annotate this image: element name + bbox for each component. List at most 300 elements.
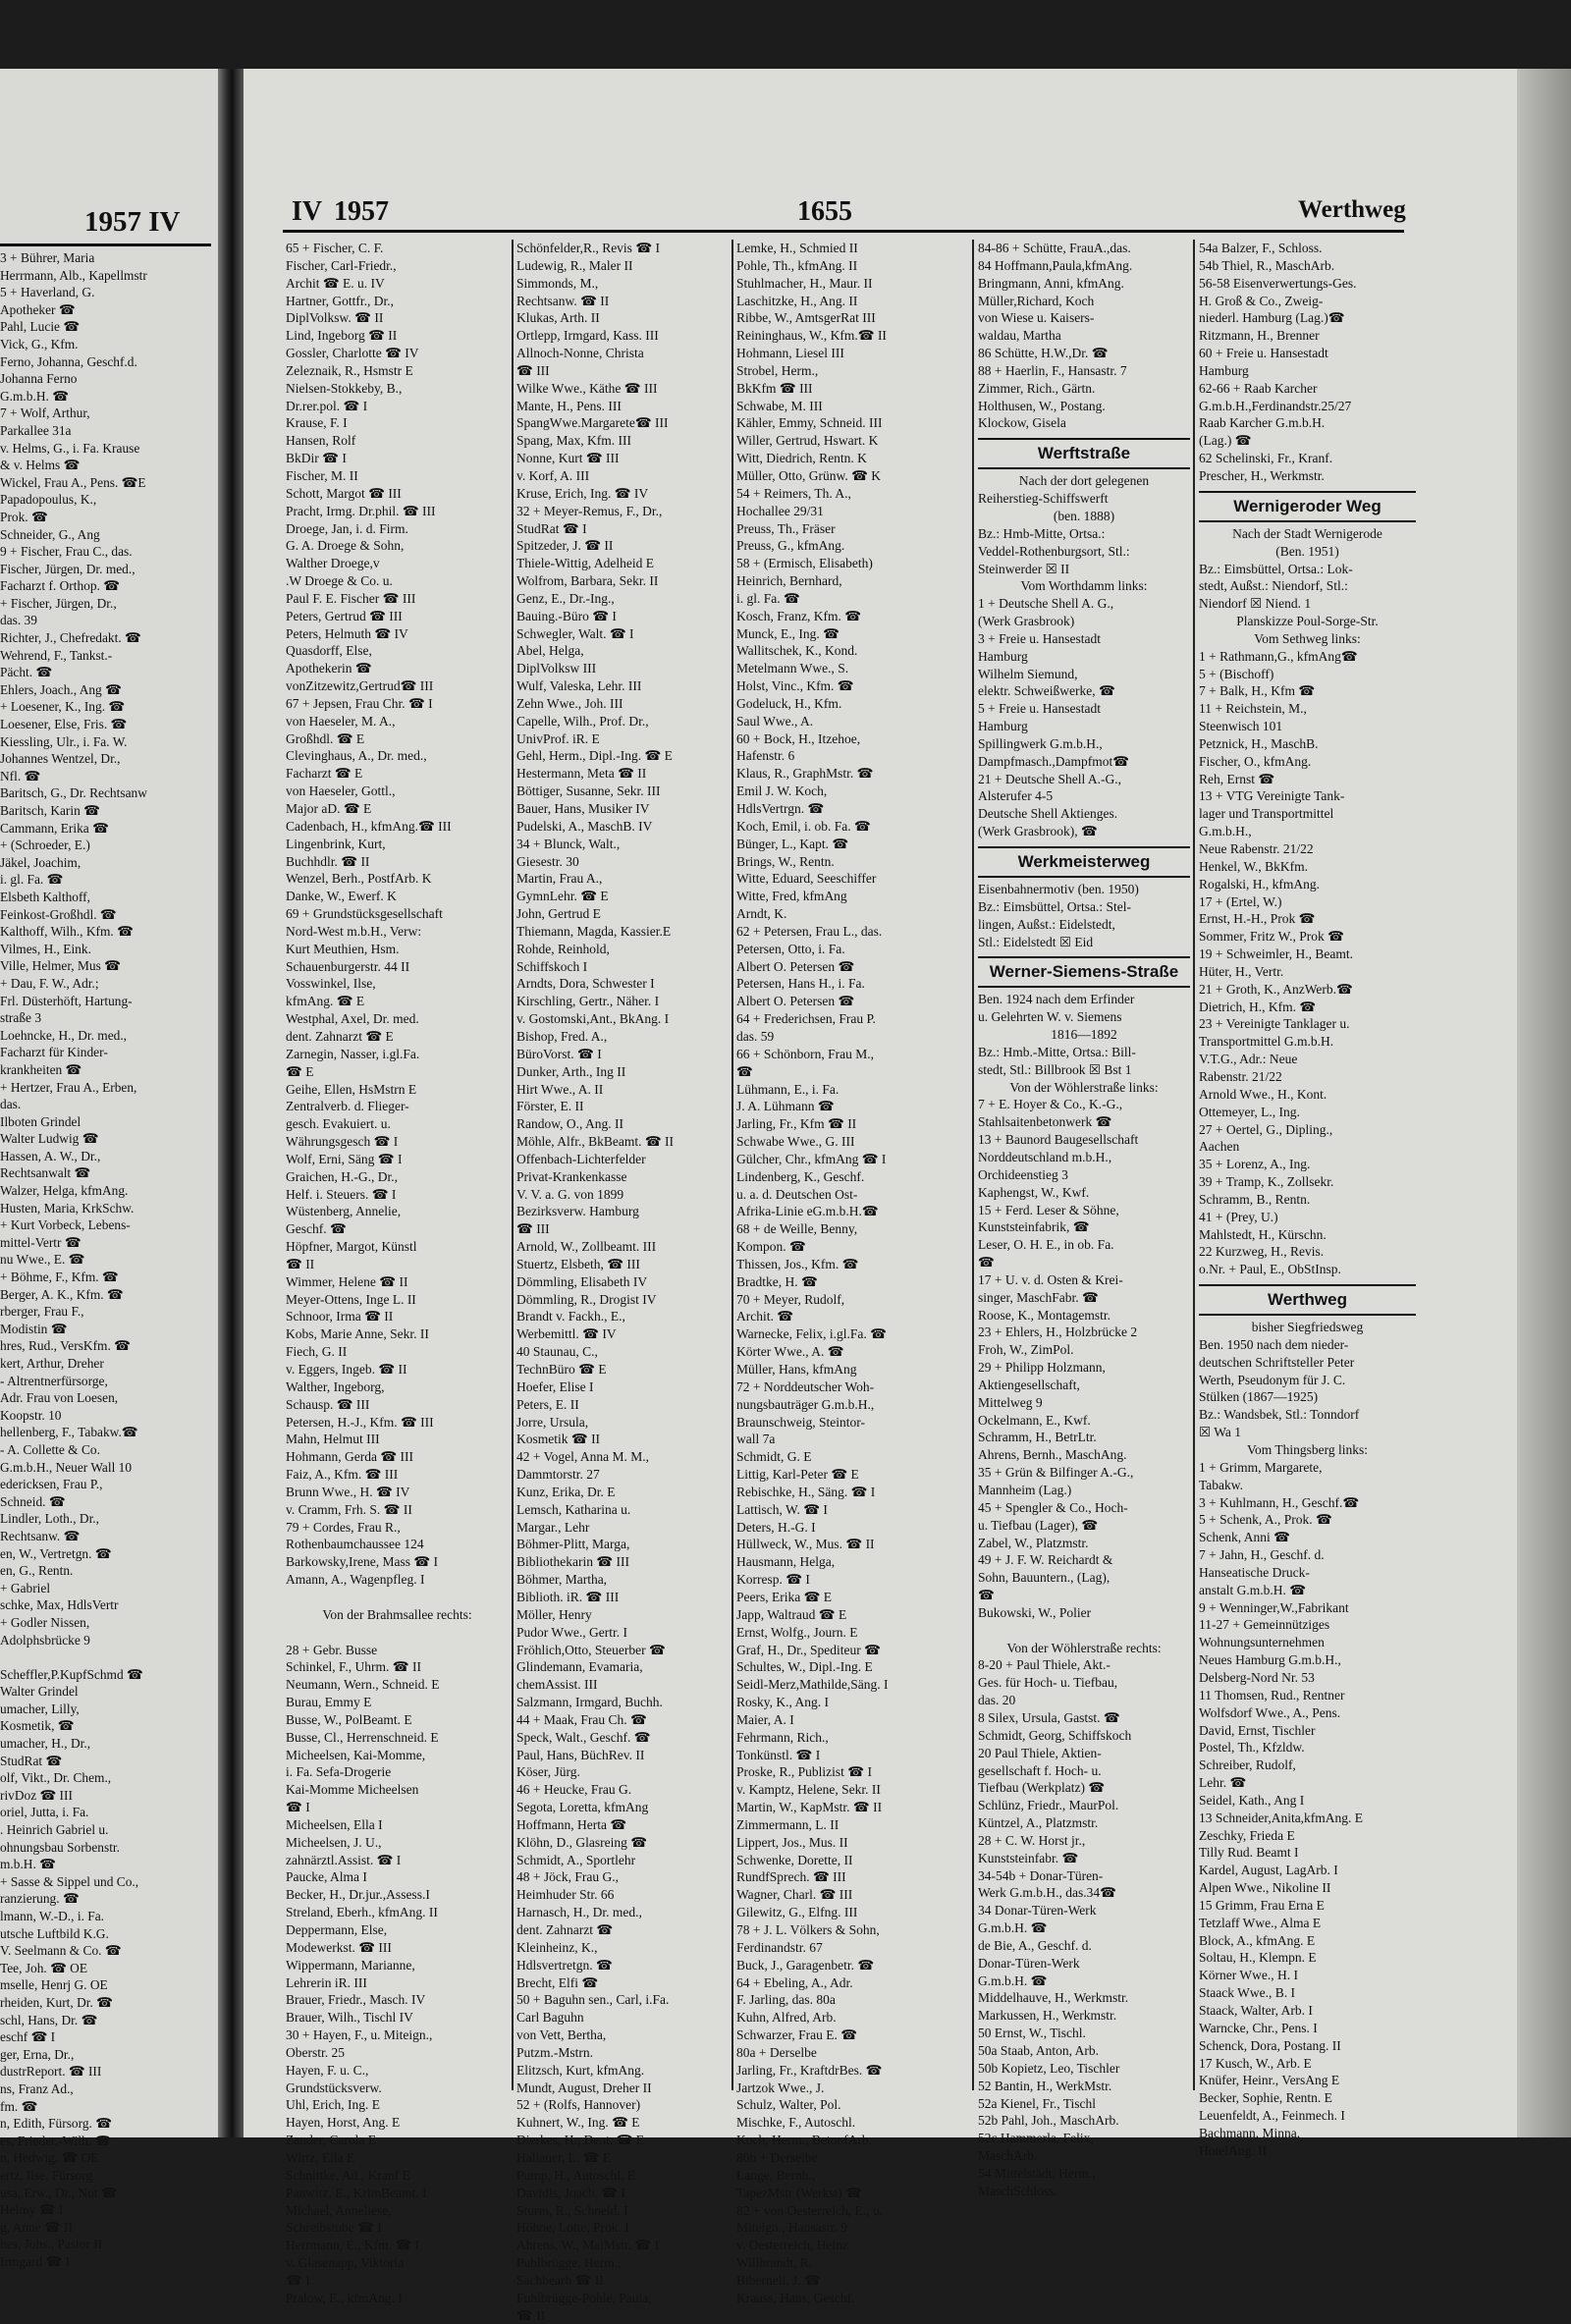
directory-entry-line: BkKfm ☎ III (736, 380, 813, 396)
directory-entry-line: bisher Siegfriedsweg (1251, 1320, 1364, 1335)
directory-entry-line: Vom Worthdamm links: (1020, 578, 1148, 594)
directory-entry-line: 58 + (Ermisch, Elisabeth) (736, 556, 873, 571)
directory-entry-line: Reh, Ernst ☎ (1199, 771, 1275, 786)
directory-entry-line: Kobs, Marie Anne, Sekr. II (286, 1326, 429, 1342)
directory-entry-line: 8-20 + Paul Thiele, Akt.- (978, 1657, 1111, 1673)
directory-entry-line: Lingenbrink, Kurt, (286, 836, 386, 851)
directory-entry-line: MaschArb. (978, 2148, 1038, 2164)
left-entry-line: lmann, W.-D., i. Fa. (0, 1909, 105, 1923)
directory-entry-line: Ockelmann, E., Kwf. (978, 1412, 1091, 1428)
directory-entry-line: 23 + Vereinigte Tanklager u. (1199, 1016, 1350, 1032)
directory-entry-line: Quasdorff, Else, (286, 643, 372, 659)
left-entry-line: umacher, H., Dr., (0, 1736, 91, 1752)
directory-entry-line: Zimmermann, L. II (736, 1816, 840, 1832)
directory-entry-line: Graf, H., Dr., Spediteur ☎ (736, 1642, 881, 1657)
directory-entry-line: Müller,Richard, Koch (978, 293, 1095, 308)
directory-entry-line: Leuenfeldt, A., Feinmech. I (1199, 2108, 1345, 2124)
left-entry-line: Walzer, Helga, kfmAng. (0, 1183, 129, 1199)
directory-entry-line: Lippert, Jos., Mus. II (736, 1834, 848, 1850)
directory-entry-line: Wulf, Valeska, Lehr. III (516, 678, 642, 694)
directory-entry-line: TechnBüro ☎ E (516, 1362, 607, 1377)
directory-entry-line: Speck, Walt., Geschf. ☎ (516, 1729, 651, 1745)
directory-entry-line: ☎ (736, 1063, 753, 1079)
left-entry-line: straße 3 (0, 1010, 42, 1026)
left-entry-line: mselle, Henrj G. OE (0, 1977, 108, 1993)
directory-entry-line: Schwabe Wwe., G. III (736, 1134, 855, 1150)
directory-entry-line: 52a Kienel, Fr., Tischl (978, 2095, 1097, 2111)
directory-entry-line: Petersen, H.-J., Kfm. ☎ III (286, 1414, 434, 1430)
directory-entry-line: Delsberg-Nord Nr. 53 (1199, 1669, 1315, 1685)
directory-entry-line: Thiele-Wittig, Adelheid E (516, 556, 655, 571)
directory-entry-line: 54a Balzer, F., Schloss. (1199, 241, 1323, 255)
directory-entry-line: Bachmann, Minna, (1199, 2125, 1301, 2140)
directory-entry-line: Schenck, Dora, Postang. II (1199, 2037, 1341, 2053)
directory-entry-line: Danke, W., Ewerf. K (286, 889, 397, 904)
directory-entry-line: Reiherstieg-Schiffswerft (978, 491, 1109, 507)
directory-entry-line: Ernst, H.-H., Prok ☎ (1199, 911, 1316, 927)
directory-entry-line: Westphal, Axel, Dr. med. (286, 1011, 419, 1027)
directory-entry-line: 42 + Vogel, Anna M. M., (516, 1449, 649, 1465)
directory-entry-line: Vom Sethweg links: (1254, 630, 1361, 646)
directory-entry-line: Schnoor, Irma ☎ II (286, 1309, 394, 1324)
left-entry-line: ohnungsbau Sorbenstr. (0, 1839, 120, 1855)
directory-entry-line: 62 + Petersen, Frau L., das. (736, 923, 883, 939)
directory-entry-line: Brecht, Elfi ☎ (516, 1974, 599, 1990)
directory-entry-line: Möller, Henry (516, 1606, 592, 1622)
directory-entry-line: Eisenbahnermotiv (ben. 1950) (978, 882, 1139, 896)
directory-entry-line: Lemke, H., Schmied II (736, 241, 858, 255)
directory-entry-line: Clevinghaus, A., Dr. med., (286, 748, 427, 764)
directory-entry-line: Ottemeyer, L., Ing. (1199, 1104, 1300, 1119)
directory-entry-line: DiplVolksw. ☎ II (286, 310, 384, 326)
directory-entry-line: Hestermann, Meta ☎ II (516, 766, 647, 782)
directory-entry-line: Wolfsdorf Wwe., A., Pens. (1199, 1704, 1341, 1720)
directory-entry-line: Carl Baguhn (516, 2010, 584, 2026)
directory-entry-line: Paul F. E. Fischer ☎ III (286, 590, 416, 606)
directory-entry-line: Wolfrom, Barbara, Sekr. II (516, 573, 659, 589)
directory-entry-line: Schultes, W., Dipl.-Ing. E (736, 1659, 873, 1675)
directory-entry-line: 1 + Rathmann,G., kfmAng☎ (1199, 648, 1358, 664)
directory-entry-line: Alsterufer 4-5 (978, 788, 1054, 804)
directory-entry-line: Schramm, B., Rentn. (1199, 1191, 1311, 1207)
directory-entry-line: HotelAng. II (1199, 2142, 1267, 2158)
directory-entry-line: Fröhlich,Otto, Steuerber ☎ (516, 1642, 666, 1657)
left-entry-line: Adr. Frau von Loesen, (0, 1390, 119, 1406)
directory-entry-line: 46 + Heucke, Frau G. (516, 1782, 632, 1798)
directory-entry-line: Hamburg (1199, 362, 1249, 378)
directory-entry-line: 11 + Reichstein, M., (1199, 701, 1307, 717)
directory-entry-line: Willer, Gertrud, Hswart. K (736, 433, 879, 449)
directory-entry-line: Zentralverb. d. Flieger- (286, 1099, 409, 1114)
directory-entry-line: Orchideenstieg 3 (978, 1166, 1068, 1182)
directory-entry-line: Ges. für Hoch- u. Tiefbau, (978, 1675, 1118, 1691)
directory-entry-line: BüroVorst. ☎ I (516, 1046, 602, 1061)
directory-entry-line: Bauer, Hans, Musiker IV (516, 801, 650, 816)
left-entry-line: Johanna Ferno (0, 371, 78, 387)
directory-entry-line: deutschen Schriftsteller Peter (1199, 1354, 1355, 1370)
street-heading: Werkmeisterweg (978, 846, 1190, 878)
directory-entry-line: Raab Karcher G.m.b.H. (1199, 415, 1326, 431)
directory-entry-line: Walther Droege,v (286, 556, 380, 571)
directory-entry-line: 50 Ernst, W., Tischl. (978, 2026, 1086, 2041)
directory-entry-line: 64 + Ebeling, A., Adr. (736, 1974, 853, 1990)
left-entry-line: Frl. Düsterhöft, Hartung- (0, 993, 133, 1008)
directory-entry-line: Neue Rabenstr. 21/22 (1199, 841, 1314, 856)
left-entry-line: n, Hedwig. ☎ OE (0, 2150, 99, 2166)
left-entry-line: . Heinrich Gabriel u. (0, 1822, 109, 1838)
directory-entry-line: (Ben. 1951) (1275, 543, 1339, 559)
left-entry-line: utsche Luftbild K.G. (0, 1925, 109, 1941)
left-entry-line: Wehrend, F., Tankst.- (0, 647, 113, 663)
directory-entry-line: 65 + Fischer, C. F. (286, 241, 384, 255)
left-entry-line: rivDoz ☎ III (0, 1787, 73, 1803)
left-entry-line: Cammann, Erika ☎ (0, 820, 109, 836)
directory-entry-line: Ludewig, R., Maler II (516, 257, 633, 273)
directory-entry-line: Staack Wwe., B. I (1199, 1985, 1295, 2001)
directory-entry-line: Sommer, Fritz W., Prok ☎ (1199, 929, 1344, 945)
left-entry-line: Koopstr. 10 (0, 1407, 62, 1423)
directory-entry-line: 62 Schelinski, Fr., Kranf. (1199, 451, 1333, 466)
directory-entry-line: Dömmling, R., Drogist IV (516, 1291, 657, 1307)
directory-entry-line: Helf. i. Steuers. ☎ I (286, 1186, 397, 1202)
directory-entry-line: Klöhn, D., Glasreing ☎ (516, 1834, 648, 1850)
directory-entry-line: Kardel, August, LagArb. I (1199, 1863, 1338, 1878)
directory-entry-line: Neues Hamburg G.m.b.H., (1199, 1652, 1341, 1668)
directory-entry-line: Brings, W., Rentn. (736, 853, 835, 869)
directory-entry-line: 45 + Spengler & Co., Hoch- (978, 1499, 1128, 1515)
directory-entry-line: Godeluck, H., Kfm. (736, 695, 842, 711)
directory-entry-line: waldau, Martha (978, 328, 1061, 344)
directory-entry-line: Fehrmann, Rich., (736, 1729, 829, 1745)
directory-entry-line: 15 + Ferd. Leser & Söhne, (978, 1202, 1119, 1217)
directory-entry-line: HdlsVertrgn. ☎ (736, 801, 825, 816)
directory-entry-line: Kunz, Erika, Dr. E (516, 1484, 616, 1499)
directory-entry-line: 34-54b + Donar-Türen- (978, 1867, 1104, 1883)
directory-entry-line: Tonkünstl. ☎ I (736, 1747, 821, 1762)
left-entry-line: + Godler Nissen, (0, 1614, 90, 1630)
directory-entry-line: F. Jarling, das. 80a (736, 1992, 836, 2008)
left-entry-line: schl, Hans, Dr. ☎ (0, 2012, 98, 2027)
directory-entry-line: Salzmann, Irmgard, Buchh. (516, 1695, 663, 1710)
directory-entry-line: Zarnegin, Nasser, i.gl.Fa. (286, 1046, 420, 1061)
directory-entry-line: Nonne, Kurt ☎ III (516, 451, 620, 466)
directory-entry-line: Brandt v. Fackh., E., (516, 1309, 625, 1324)
directory-entry-line: Körter Wwe., A. ☎ (736, 1344, 844, 1360)
directory-entry-line: Witte, Fred, kfmAng (736, 889, 847, 904)
directory-entry-line: Biblioth. iR. ☎ III (516, 1589, 620, 1604)
directory-entry-line: Peers, Erika ☎ E (736, 1589, 833, 1604)
directory-entry-line: ☎ III (516, 362, 550, 378)
directory-entry-line: 1 + Deutsche Shell A. G., (978, 596, 1114, 612)
directory-entry-line: Schauenburgerstr. 44 II (286, 958, 410, 974)
directory-entry-line: Tiefbau (Werkplatz) ☎ (978, 1780, 1106, 1796)
directory-entry-line: Deppermann, Else, (286, 1922, 388, 1937)
left-entry-line: Lindler, Loth., Dr., (0, 1511, 99, 1527)
directory-entry-line: Thissen, Jos., Kfm. ☎ (736, 1256, 859, 1271)
left-entry-line: ertz, Ilse, Fürsorg (0, 2167, 93, 2183)
directory-entry-line: 56-58 Eisenverwertungs-Ges. (1199, 275, 1357, 291)
directory-entry-line: Tetzlaff Wwe., Alma E (1199, 1915, 1322, 1930)
directory-entry-line: Pohle, Th., kfmAng. II (736, 257, 858, 273)
left-entry-line: en, G., Rentn. (0, 1563, 74, 1579)
directory-entry-line: Donar-Türen-Werk (978, 1955, 1080, 1971)
directory-entry-line: 5 + Freie u. Hansestadt (978, 701, 1101, 717)
directory-entry-line: Spang, Max, Kfm. III (516, 433, 631, 449)
directory-entry-line: u. a. d. Deutschen Ost- (736, 1186, 858, 1202)
directory-entry-line: (Lag.) ☎ (1199, 433, 1252, 449)
directory-entry-line: Albert O. Petersen ☎ (736, 958, 855, 974)
directory-entry-line: 50a Staab, Anton, Arb. (978, 2043, 1099, 2058)
directory-entry-line: 79 + Cordes, Frau R., (286, 1519, 401, 1535)
directory-entry-line: Uhl, Erich, Ing. E (286, 2097, 380, 2113)
directory-entry-line: 82 + von Oesterreich, E., u. (736, 2202, 883, 2218)
directory-entry-line: Gilewitz, G., Elfng. III (736, 1905, 858, 1920)
directory-entry-line: ☎ I (286, 1800, 310, 1815)
directory-entry-line: Aktiengesellschaft, (978, 1377, 1080, 1392)
directory-entry-line: Nach der Stadt Wernigerode (1232, 525, 1382, 541)
directory-entry-line: 21 + Groth, K., AnzWerb.☎ (1199, 981, 1353, 997)
directory-entry-line: Miteign., Hansastr. 9 (736, 2220, 847, 2236)
left-entry-line: + Fischer, Jürgen, Dr., (0, 595, 117, 611)
directory-entry-line: 70 + Meyer, Rudolf, (736, 1291, 845, 1307)
directory-entry-line: Schwarzer, Frau E. ☎ (736, 2027, 858, 2043)
directory-entry-line: Heinrich, Bernhard, (736, 573, 842, 589)
directory-entry-line: Bradtke, H. ☎ (736, 1273, 818, 1289)
directory-entry-line: 72 + Norddeutscher Woh- (736, 1378, 875, 1394)
left-entry-line: oriel, Jutta, i. Fa. (0, 1805, 89, 1820)
directory-entry-line: 50b Kopietz, Leo, Tischler (978, 2060, 1120, 2076)
directory-entry-line: Randow, O., Ang. II (516, 1116, 623, 1132)
directory-entry-line: Wilke Wwe., Käthe ☎ III (516, 380, 658, 396)
directory-entry-line: Jarling, Fr., KraftdrBes. ☎ (736, 2062, 883, 2078)
directory-entry-line: 60 + Freie u. Hansestadt (1199, 346, 1328, 361)
directory-entry-line: 11-27 + Gemeinnütziges (1199, 1617, 1330, 1633)
directory-entry-line: 86 Schütte, H.W.,Dr. ☎ (978, 346, 1109, 361)
directory-entry-line: Pracht, Irmg. Dr.phil. ☎ III (286, 503, 436, 518)
directory-entry-line: Lattisch, W. ☎ I (736, 1501, 828, 1517)
directory-entry-line: V.T.G., Adr.: Neue (1199, 1052, 1298, 1067)
directory-entry-line: DiplVolksw III (516, 661, 597, 676)
directory-entry-line: Wohnungsunternehmen (1199, 1635, 1325, 1650)
directory-entry-line: Lühmann, E., i. Fa. (736, 1081, 840, 1097)
directory-entry-line: v. Kamptz, Helene, Sekr. II (736, 1782, 881, 1798)
left-entry-line: Husten, Maria, KrkSchw. (0, 1200, 135, 1216)
directory-entry-line: StudRat ☎ I (516, 520, 587, 536)
directory-entry-line: Deutsche Shell Aktienges. (978, 806, 1118, 822)
directory-entry-line: Ferdinandstr. 67 (736, 1939, 823, 1955)
directory-entry-line: Müller, Otto, Grünw. ☎ K (736, 467, 882, 483)
directory-entry-line: Zeschky, Frieda E (1199, 1827, 1295, 1843)
directory-entry-line: Stülken (1867—1925) (1199, 1389, 1319, 1405)
directory-entry-line: Ribbe, W., AmtsgerRat III (736, 310, 876, 326)
directory-entry-line: wall 7a (736, 1432, 776, 1447)
directory-entry-line: 34 + Blunck, Walt., (516, 836, 621, 851)
directory-entry-line: Wenzel, Berh., PostfArb. K (286, 871, 432, 887)
directory-entry-line: Buck, J., Garagenbetr. ☎ (736, 1957, 875, 1973)
left-entry-line: ns, Franz Ad., (0, 2081, 74, 2096)
directory-entry-line: ☎ II (516, 2307, 546, 2323)
directory-entry-line: Major aD. ☎ E (286, 801, 372, 816)
directory-entry-line: Vosswinkel, Ilse, (286, 976, 376, 992)
directory-entry-line: Brunn Wwe., H. ☎ IV (286, 1484, 410, 1499)
directory-entry-line: Lindenberg, K., Geschf. (736, 1168, 865, 1184)
directory-entry-line: ☒ Wa 1 (1199, 1425, 1242, 1440)
directory-entry-line: GymnLehr. ☎ E (516, 889, 609, 904)
street-heading: Werftstraße (978, 438, 1190, 469)
directory-entry-line: Dietrich, H., Kfm. ☎ (1199, 999, 1317, 1014)
directory-entry-line: Schenk, Anni ☎ (1199, 1530, 1290, 1545)
directory-entry-line: Hohmann, Liesel III (736, 346, 844, 361)
directory-entry-line: Kunststeinfabrik, ☎ (978, 1219, 1090, 1235)
directory-entry-line: Schulz, Walter, Pol. (736, 2097, 841, 2113)
directory-entry-line: Gossler, Charlotte ☎ IV (286, 346, 419, 361)
directory-entry-line: Michael, Anneliese, (286, 2202, 392, 2218)
directory-entry-line: Hdlsvertretgn. ☎ (516, 1957, 613, 1973)
left-entry-line: StudRat ☎ (0, 1753, 63, 1768)
directory-entry-line: Kruse, Erich, Ing. ☎ IV (516, 485, 649, 501)
left-entry-line: rheiden, Kurt, Dr. ☎ (0, 1994, 113, 2010)
left-entry-line: rberger, Frau F., (0, 1304, 84, 1320)
directory-entry-line: Von der Wöhlerstraße rechts: (1006, 1640, 1162, 1655)
directory-entry-line: Kirschling, Gertr., Näher. I (516, 994, 660, 1009)
directory-entry-line: Kunststeinfabr. ☎ (978, 1850, 1079, 1865)
directory-entry-line: das. 59 (736, 1028, 775, 1044)
left-entry-line: Walter Ludwig ☎ (0, 1131, 99, 1147)
directory-entry-line: Strobel, Herm., (736, 362, 819, 378)
directory-entry-line: Micheelsen, J. U., (286, 1834, 382, 1850)
page-edge (1517, 69, 1571, 2137)
street-heading: Wernigeroder Weg (1199, 491, 1416, 522)
directory-entry-line: Fischer, O., kfmAng. (1199, 753, 1312, 769)
directory-entry-line: Dierkes, H., Dent. ☎ E (516, 2133, 645, 2148)
directory-entry-line: 7 + E. Hoyer & Co., K.-G., (978, 1097, 1123, 1112)
left-entry-line: Facharzt für Kinder- (0, 1045, 108, 1060)
directory-entry-line: Geihe, Ellen, HsMstrn E (286, 1081, 417, 1097)
directory-entry-line: Bishop, Fred. A., (516, 1028, 608, 1044)
directory-entry-line: Leser, O. H. E., in ob. Fa. (978, 1237, 1114, 1253)
column-separator (972, 240, 974, 2090)
left-entry-line: Kiessling, Ulr., i. Fa. W. (0, 733, 128, 749)
directory-entry-line: Kosch, Franz, Kfm. ☎ (736, 608, 862, 623)
left-entry-line: - A. Collette & Co. (0, 1441, 100, 1457)
directory-entry-line: Schmidt, A., Sportlehr (516, 1852, 636, 1867)
left-entry-line: m.b.H. ☎ (0, 1857, 56, 1872)
directory-entry-line: Von der Wöhlerstraße links: (1009, 1079, 1159, 1095)
left-entry-line: Johannes Wentzel, Dr., (0, 751, 121, 767)
directory-entry-line: Schwabe, M. III (736, 398, 823, 413)
directory-entry-line: 23 + Ehlers, H., Holzbrücke 2 (978, 1324, 1138, 1340)
directory-entry-line: Stuhlmacher, H., Maur. II (736, 275, 873, 291)
directory-entry-line: Werk G.m.b.H., das.34☎ (978, 1885, 1116, 1901)
directory-entry-line: Hüter, H., Vertr. (1199, 963, 1284, 979)
directory-entry-line: 80b + Derselbe (736, 2149, 818, 2165)
left-entry-line: es, Frieder.-Wilh. ☎ (0, 2133, 112, 2148)
directory-entry-line: 80a + Derselbe (736, 2044, 817, 2060)
directory-entry-line: Hoffmann, Herta ☎ (516, 1816, 627, 1832)
directory-entry-line: 17 Kusch, W., Arb. E (1199, 2055, 1312, 2071)
directory-entry-line: Werbemittl. ☎ IV (516, 1326, 617, 1342)
directory-entry-line: 48 + Jöck, Frau G., (516, 1869, 619, 1885)
directory-entry-line: David, Ernst, Tischler (1199, 1722, 1316, 1738)
directory-entry-line: 52 + (Rolfs, Hannover) (516, 2097, 641, 2113)
directory-entry-line: 34 Donar-Türen-Werk (978, 1903, 1097, 1919)
directory-entry-line: Hüllweck, W., Mus. ☎ II (736, 1537, 875, 1552)
directory-entry-line: Allnoch-Nonne, Christa (516, 346, 644, 361)
directory-entry-line: Dr.rer.pol. ☎ I (286, 398, 368, 413)
left-entry-line: + Loesener, K., Ing. ☎ (0, 699, 126, 715)
directory-entry-line: Dammtorstr. 27 (516, 1467, 600, 1483)
left-entry-line: Scheffler,P.KupfSchmd ☎ (0, 1666, 143, 1682)
directory-entry-line: 68 + de Weille, Benny, (736, 1221, 858, 1237)
directory-entry-line: o.Nr. + Paul, E., ObStInsp. (1199, 1262, 1341, 1277)
directory-entry-line: Förster, E. II (516, 1099, 584, 1114)
directory-entry-line: 5 + (Bischoff) (1199, 666, 1274, 681)
directory-entry-line: v. Oesterreich, Heinz (736, 2238, 848, 2253)
directory-entry-line: Gülcher, Chr., kfmAng ☎ I (736, 1151, 887, 1166)
directory-entry-line: Mannheim (Lag.) (978, 1483, 1072, 1497)
directory-entry-line: Nach der dort gelegenen (1018, 473, 1150, 489)
directory-entry-line: Kleinheinz, K., (516, 1939, 598, 1955)
directory-entry-line: Froh, W., ZimPol. (978, 1342, 1074, 1358)
left-entry-line: hes, Johs., Pastor II (0, 2237, 103, 2252)
left-header-rule (0, 243, 211, 246)
directory-entry-line: Staack, Walter, Arb. I (1199, 2003, 1313, 2018)
directory-entry-line: 49 + J. F. W. Reichardt & (978, 1552, 1113, 1568)
directory-entry-line: Reininghaus, W., Kfm.☎ II (736, 328, 887, 344)
directory-entry-line: von Wiese u. Kaisers- (978, 310, 1095, 326)
directory-entry-line: 64 + Frederichsen, Frau P. (736, 1011, 876, 1027)
directory-entry-line: Zander, Carola E (286, 2133, 377, 2148)
directory-entry-line: Jorre, Ursula, (516, 1414, 589, 1430)
directory-entry-line: H. Groß & Co., Zweig- (1199, 293, 1324, 308)
left-entry-line: Schneider, G., Ang (0, 526, 100, 542)
directory-entry-line: Pudelski, A., MaschB. IV (516, 818, 653, 834)
directory-entry-line: 21 + Deutsche Shell A.-G., (978, 771, 1121, 786)
directory-entry-line: Mante, H., Pens. III (516, 398, 622, 413)
directory-entry-line: lingen, Außst.: Eidelstedt, (978, 916, 1115, 932)
directory-entry-line: 7 + Jahn, H., Geschf. d. (1199, 1547, 1325, 1563)
directory-column-4 (978, 240, 1190, 2198)
directory-entry-line: Klockow, Gisela (978, 415, 1066, 431)
directory-entry-line: Hayen, Horst, Ang. E (286, 2115, 401, 2131)
directory-entry-line: 54b Thiel, R., MaschArb. (1199, 257, 1335, 273)
column-separator (1193, 240, 1195, 2090)
directory-entry-line: i. gl. Fa. ☎ (736, 590, 800, 606)
directory-entry-line: 88 + Haerlin, F., Hansastr. 7 (978, 362, 1127, 378)
directory-entry-line: Petersen, Otto, i. Fa. (736, 941, 845, 956)
directory-entry-line: de Bie, A., Geschf. d. (978, 1937, 1092, 1953)
directory-entry-line: Pralow, E., kfmAng. I (286, 2290, 403, 2305)
directory-entry-line: chemAssist. III (516, 1677, 598, 1693)
directory-entry-line: 17 + U. v. d. Osten & Krei- (978, 1271, 1123, 1287)
directory-entry-line: Böhmer-Plitt, Marga, (516, 1537, 630, 1552)
page-number: 1655 (797, 196, 852, 227)
directory-entry-line: 84 Hoffmann,Paula,kfmAng. (978, 257, 1133, 273)
directory-entry-line: Bukowski, W., Polier (978, 1604, 1092, 1620)
directory-entry-line: .W Droege & Co. u. (286, 573, 393, 589)
directory-entry-line: 69 + Grundstücksgesellschaft (286, 906, 443, 922)
header-street-title: Werthweg (1298, 196, 1406, 223)
left-entry-line: Parkallee 31a (0, 422, 72, 438)
directory-entry-line: Rechtsanw. ☎ II (516, 293, 610, 308)
directory-entry-line: Bz.: Hmb-Mitte, Ortsa.: (978, 525, 1106, 541)
directory-entry-line: Hartner, Gottfr., Dr., (286, 293, 395, 308)
directory-entry-line: 66 + Schönborn, Frau M., (736, 1046, 874, 1061)
left-entry-line: + Böhme, F., Kfm. ☎ (0, 1270, 119, 1285)
directory-entry-line: 78 + J. L. Völkers & Sohn, (736, 1922, 880, 1937)
directory-entry-line: Jarling, Fr., Kfm ☎ II (736, 1116, 857, 1132)
directory-entry-line: 54 + Reimers, Th. A., (736, 485, 851, 501)
